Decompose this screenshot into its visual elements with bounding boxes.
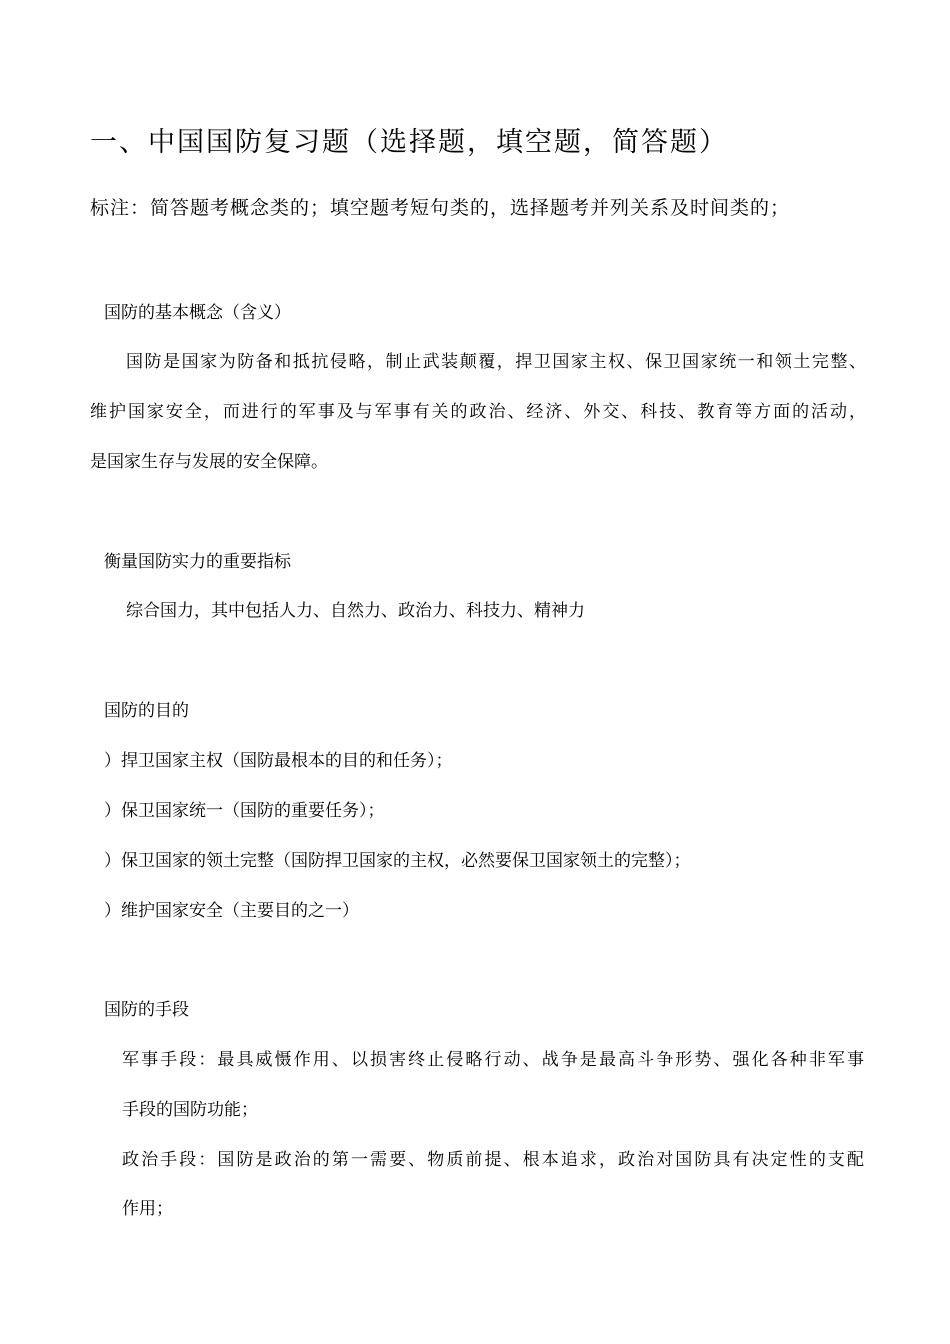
page-title: 一、中国国防复习题（选择题，填空题，简答题） [90,127,728,158]
indicator-text: 综合国力，其中包括人力、自然力、政治力、科技力、精神力 [126,601,585,621]
exam-note: 标注：简答题考概念类的；填空题考短句类的，选择题考并列关系及时间类的； [90,197,791,219]
concept-paragraph-line: 是国家生存与发展的安全保障。 [90,452,328,472]
means-line: 军事手段：最具威慑作用、以损害终止侵略行动、战争是最高斗争形势、强化各种非军事 [122,1050,864,1070]
means-line: 作用； [122,1199,173,1219]
section-heading-goals: 国防的目的 [104,701,189,721]
goal-item: ）保卫国家统一（国防的重要任务）； [104,801,385,821]
section-heading-indicator: 衡量国防实力的重要指标 [104,552,291,572]
section-heading-concept: 国防的基本概念（含义） [104,303,291,323]
means-line: 手段的国防功能； [122,1100,258,1120]
means-line: 政治手段：国防是政治的第一需要、物质前提、根本追求，政治对国防具有决定性的支配 [122,1150,864,1170]
goal-item: ）保卫国家的领土完整（国防捍卫国家的主权，必然要保卫国家领土的完整）； [104,851,691,871]
concept-paragraph-line: 国防是国家为防备和抵抗侵略，制止武装颠覆，捍卫国家主权、保卫国家统一和领土完整、 [126,352,866,372]
concept-paragraph-line: 维护国家安全，而进行的军事及与军事有关的政治、经济、外交、科技、教育等方面的活动， [90,402,866,422]
goal-item: ）维护国家安全（主要目的之一） [104,901,359,921]
section-heading-means: 国防的手段 [104,1000,189,1020]
goal-item: ）捍卫国家主权（国防最根本的目的和任务）； [104,751,453,771]
